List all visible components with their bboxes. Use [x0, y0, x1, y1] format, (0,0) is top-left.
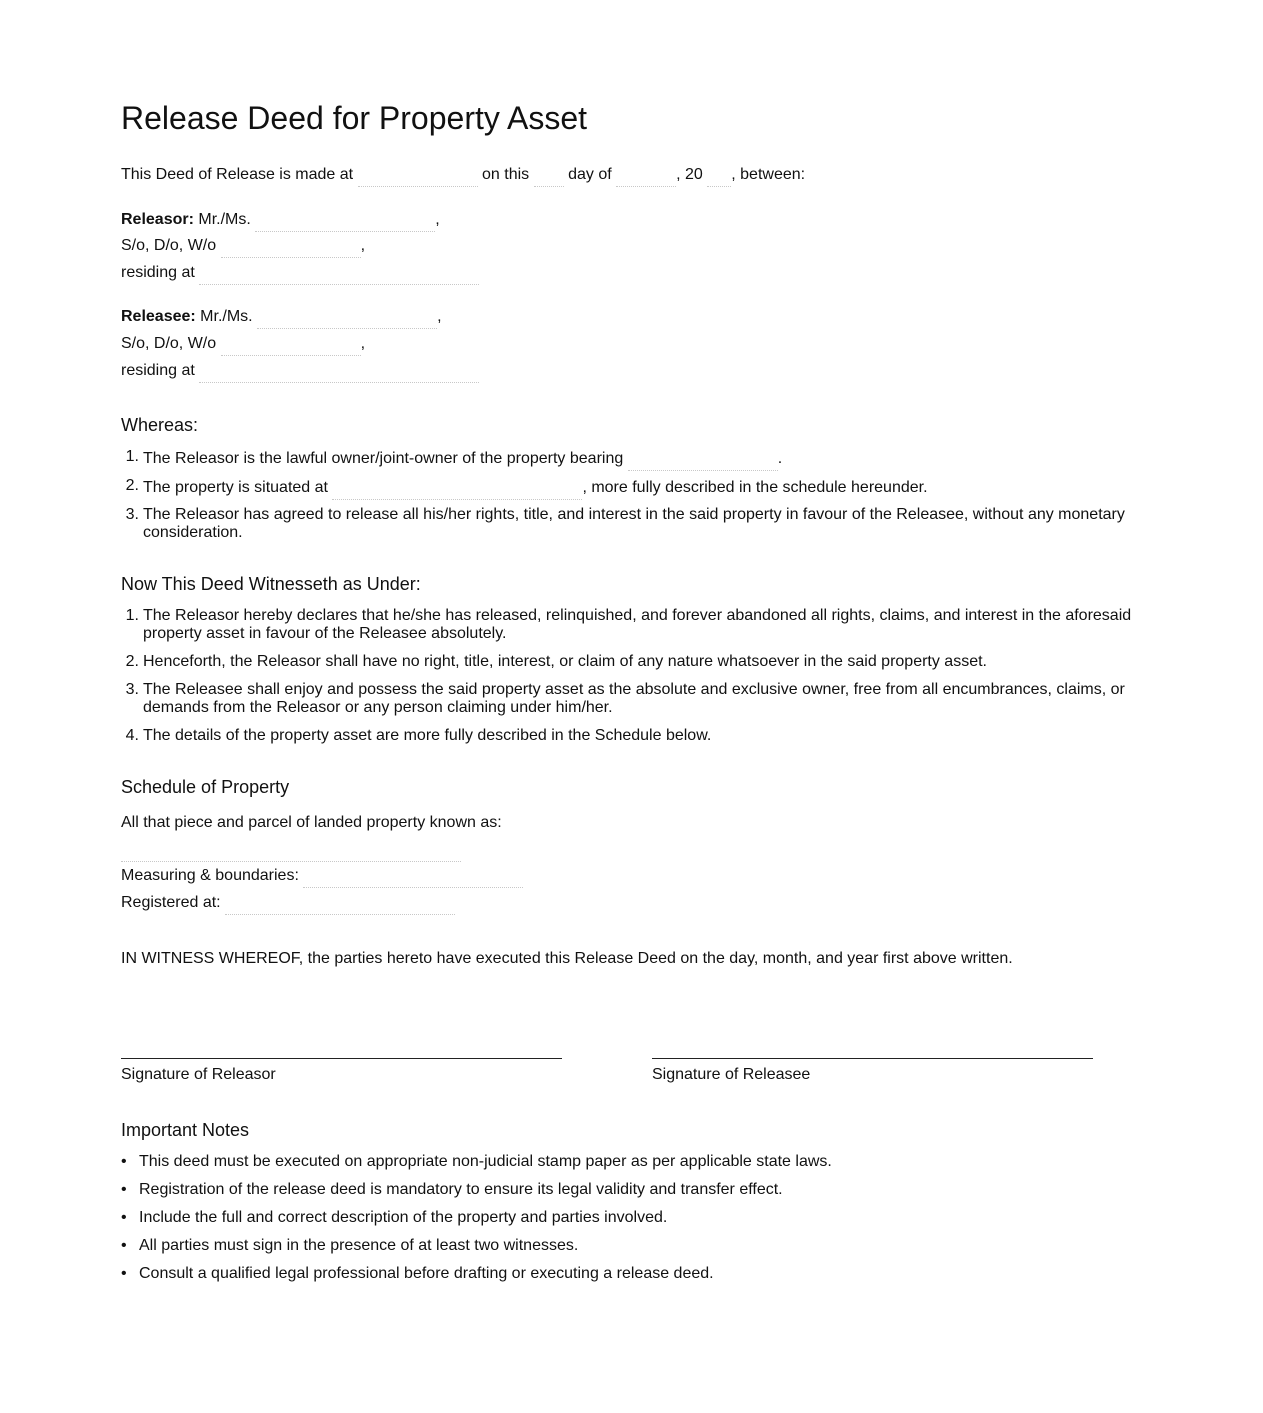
property-location-blank[interactable] [332, 477, 582, 500]
releasor-residing-text: residing at [121, 264, 195, 281]
month-blank[interactable] [616, 164, 676, 187]
measuring-blank[interactable] [303, 865, 523, 888]
note-text: All parties must sign in the presence of at least two witnesses. [139, 1237, 579, 1254]
releasor-label: Releasor: [121, 211, 194, 228]
notes-heading: Important Notes [121, 1120, 250, 1140]
whereas-item [121, 506, 1141, 542]
releasor-title-text: Mr./Ms. [198, 211, 251, 228]
note-text: Consult a qualified legal professional before drafting or executing a release deed. [139, 1265, 714, 1282]
whereas-item-2-end: , more fully described in the schedule hereunder. [582, 479, 928, 496]
intro-line [121, 164, 805, 187]
releasor-signature-line[interactable] [121, 1058, 562, 1059]
witnesseth-item [121, 607, 1141, 643]
intro-between-text: , between: [731, 166, 806, 183]
releasee-address-line [121, 360, 479, 383]
releasor-name-blank[interactable] [255, 209, 435, 232]
schedule-intro: All that piece and parcel of landed property known as: [121, 814, 502, 831]
releasee-label: Releasee: [121, 308, 196, 325]
whereas-item [121, 477, 1141, 500]
measuring-label: Measuring & boundaries: [121, 867, 299, 884]
whereas-heading: Whereas: [121, 415, 199, 435]
property-number-blank[interactable] [628, 448, 778, 471]
witnesseth-item-text: The details of the property asset are more fully described in the Schedule below. [143, 727, 712, 744]
witnesseth-item-text: The Releasor hereby declares that he/she has released, relinquished, and forever abandoned all rights, claims, and interest in the aforesaid property asset in favour of the Releasee absolutely. [143, 607, 1132, 642]
document-title: Release Deed for Property Asset [121, 100, 588, 136]
releasor-address-blank[interactable] [199, 262, 479, 285]
releasee-name-blank[interactable] [257, 306, 437, 329]
witnesseth-item-text: Henceforth, the Releasor shall have no right, title, interest, or claim of any nature whatsoever in the said property asset. [143, 653, 987, 670]
releasee-name-line: Releasee: Mr./Ms. , [121, 306, 442, 329]
bullet-icon: • [121, 1209, 127, 1226]
property-name-blank[interactable] [121, 840, 461, 862]
witnesseth-heading: Now This Deed Witnesseth as Under: [121, 574, 421, 594]
whereas-item [121, 448, 1141, 471]
day-blank[interactable] [534, 164, 564, 187]
schedule-heading: Schedule of Property [121, 777, 290, 797]
releasee-signature-label: Signature of Releasee [652, 1066, 811, 1083]
place-blank[interactable] [358, 164, 478, 187]
bullet-icon: • [121, 1181, 127, 1198]
registered-blank[interactable] [225, 892, 455, 915]
item-number: 1. [125, 448, 139, 465]
witness-clause: IN WITNESS WHEREOF, the parties hereto have executed this Release Deed on the day, month, and year first above written. [121, 950, 1013, 967]
note-item [121, 1152, 832, 1172]
item-number: 3. [125, 681, 139, 698]
bullet-icon: • [121, 1153, 127, 1170]
item-number: 2. [125, 477, 139, 494]
registered-label: Registered at: [121, 894, 221, 911]
note-text: Registration of the release deed is mandatory to ensure its legal validity and transfer effect. [139, 1181, 783, 1198]
note-item [121, 1180, 783, 1200]
item-number: 2. [125, 653, 139, 670]
witnesseth-item [121, 727, 1141, 745]
intro-day-of-text: day of [568, 166, 612, 183]
bullet-icon: • [121, 1237, 127, 1254]
whereas-item-1-text: The Releasor is the lawful owner/joint-owner of the property bearing [143, 450, 624, 467]
releasee-relation-text: S/o, D/o, W/o [121, 335, 217, 352]
releasee-title-text: Mr./Ms. [200, 308, 253, 325]
note-text: This deed must be executed on appropriate non-judicial stamp paper as per applicable state laws. [139, 1153, 832, 1170]
releasee-address-blank[interactable] [199, 360, 479, 383]
note-item [121, 1236, 578, 1256]
note-text: Include the full and correct description of the property and parties involved. [139, 1209, 668, 1226]
releasee-relation-line: S/o, D/o, W/o , [121, 333, 365, 356]
witnesseth-item [121, 653, 1141, 671]
note-item [121, 1208, 667, 1228]
registered-line [121, 892, 455, 915]
whereas-item-2-text: The property is situated at [143, 479, 328, 496]
intro-year-prefix-text: , 20 [676, 166, 703, 183]
releasee-signature-line[interactable] [652, 1058, 1093, 1059]
releasor-relation-blank[interactable] [221, 235, 361, 258]
releasor-relation-text: S/o, D/o, W/o [121, 237, 217, 254]
releasee-relation-blank[interactable] [221, 333, 361, 356]
whereas-item-1-end: . [777, 450, 783, 467]
item-number: 1. [125, 607, 139, 624]
releasor-name-line: Releasor: Mr./Ms. , [121, 209, 440, 232]
releasor-signature-label: Signature of Releasor [121, 1066, 276, 1083]
intro-on-this-text: on this [482, 166, 530, 183]
releasor-relation-line: S/o, D/o, W/o , [121, 235, 365, 258]
measuring-line [121, 865, 523, 888]
releasee-residing-text: residing at [121, 362, 195, 379]
witnesseth-item-text: The Releasee shall enjoy and possess the said property asset as the absolute and exclusive owner, free from all encumbrances, claims, or demands from the Releasor or any person claiming under him/her. [143, 681, 1125, 716]
item-number: 3. [125, 506, 139, 523]
whereas-item-3-text: The Releasor has agreed to release all his/her rights, title, and interest in the said property in favour of the Releasee, without any monetary consideration. [143, 506, 1125, 541]
witnesseth-item [121, 681, 1141, 717]
releasor-address-line [121, 262, 479, 285]
bullet-icon: • [121, 1265, 127, 1282]
year-blank[interactable] [707, 164, 731, 187]
note-item [121, 1264, 714, 1284]
item-number: 4. [125, 727, 139, 744]
intro-made-at-text: This Deed of Release is made at [121, 166, 354, 183]
